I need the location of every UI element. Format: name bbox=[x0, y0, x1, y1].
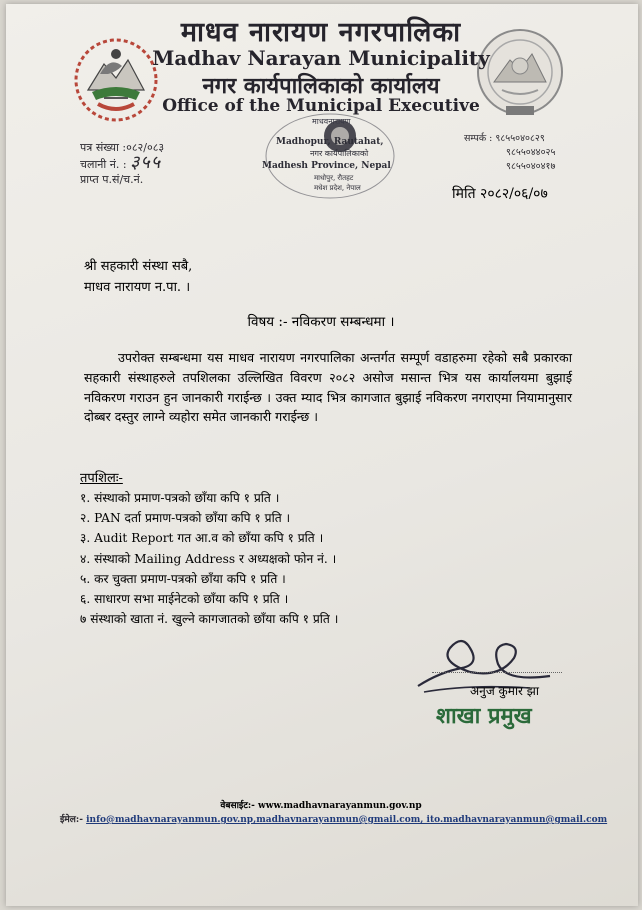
stamp-line-4: Madhesh Province, Nepal bbox=[262, 161, 391, 171]
requirements-list bbox=[80, 488, 338, 629]
list-item: ५. कर चुक्ता प्रमाण-पत्रको छाँया कपि १ प्रति । bbox=[80, 571, 286, 586]
dispatch-value: ३५५ bbox=[130, 152, 162, 173]
dispatch-label: चलानी नं. : bbox=[80, 158, 127, 171]
footer-website: वेबसाईट:- www.madhavnarayanmun.gov.np bbox=[220, 801, 422, 811]
recipient-block bbox=[84, 256, 192, 298]
stamp-line-2: Madhopur, Rautahat, bbox=[276, 137, 384, 147]
phone-number-3: ९८५५०४०४१७ bbox=[506, 161, 556, 172]
contact-label: सम्पर्क : bbox=[464, 133, 493, 144]
letter-number: पत्र संख्या :०८२/०८३ bbox=[80, 141, 165, 154]
list-item: २. PAN दर्ता प्रमाण-पत्रको छाँया कपि १ प्रति । bbox=[80, 511, 291, 526]
stamp-line-1: माधवनारायण bbox=[312, 117, 351, 126]
dispatch-number bbox=[80, 152, 164, 173]
signatory-name: अनुज कुमार झा bbox=[470, 684, 539, 698]
contact-line-2 bbox=[464, 146, 555, 160]
contact-line-3 bbox=[464, 160, 555, 174]
email-label: ईमेल:- bbox=[60, 815, 83, 825]
list-item: ४. संस्थाको Mailing Address र अध्यक्षको फोन नं. । bbox=[80, 551, 337, 566]
contact-block bbox=[464, 132, 555, 174]
signature-line bbox=[432, 672, 562, 673]
list-item: ३. Audit Report गत आ.व को छाँया कपि १ प्रति । bbox=[80, 531, 324, 546]
list-item: १. संस्थाको प्रमाण-पत्रको छाँया कपि १ प्रति । bbox=[80, 491, 280, 505]
email-links[interactable]: info@madhavnarayanmun.gov.np,madhavnarayanmun@gmail.com, ito.madhavnarayanmun@gmail.com bbox=[86, 815, 608, 825]
list-item: ७ संस्थाको खाता नं. खुल्ने कागजातको छाँया कपि १ प्रति । bbox=[80, 612, 339, 627]
details-heading: तपशिलः- bbox=[80, 471, 123, 486]
recipient-line-2: माधव नारायण न.पा. । bbox=[84, 280, 191, 295]
footer-emails bbox=[60, 812, 607, 825]
official-stamp bbox=[252, 108, 402, 206]
list-item: ६. साधारण सभा माईनेटको छाँया कपि १ प्रति । bbox=[80, 592, 289, 607]
contact-line-1 bbox=[464, 132, 555, 146]
stamp-line-5: माधोपुर, रौतहट bbox=[314, 174, 354, 182]
letter-body-text: उपरोक्त सम्बन्धमा यस माधव नारायण नगरपालिका अन्तर्गत सम्पूर्ण वडाहरुमा रहेको सबै प्रकारका सहकारी संस्थाहरुले तपशिलका उल्लिखित विवरण २०८२ असोज मसान्त भित्र यस कार्यालयमा बुझाई नविकरण गराउन हुन जानकारी गराईन्छ । उक्त म्याद भित्र कागजात बुझाई नविकरण नगराएमा नियामानुसार दोब्बर दस्तुर लाग्ने व्यहोरा समेत जानकारी गराईन्छ । bbox=[84, 350, 572, 425]
phone-number-2: ९८५५०४४०२५ bbox=[506, 147, 556, 158]
municipality-title-english: Madhav Narayan Municipality bbox=[152, 46, 490, 70]
office-title-english: Office of the Municipal Executive bbox=[162, 96, 480, 116]
stamp-line-3: नगर कार्यपालिकाको bbox=[310, 149, 369, 158]
reference-block bbox=[80, 140, 164, 187]
phone-number-1: ९८५५०४०८२९ bbox=[495, 133, 545, 144]
letter-subject: विषय :- नविकरण सम्बन्धमा । bbox=[247, 314, 395, 330]
stamp-line-6: मधेश प्रदेश, नेपाल bbox=[314, 184, 361, 192]
recipient-line-1: श्री सहकारी संस्था सबै, bbox=[84, 259, 193, 274]
received-number: प्राप्त प.सं/च.नं. bbox=[80, 173, 144, 186]
signatory-title: शाखा प्रमुख bbox=[436, 704, 532, 729]
office-title-nepali: नगर कार्यपालिकाको कार्यालय bbox=[202, 73, 440, 99]
letter-body bbox=[84, 348, 572, 427]
municipality-title-nepali: माधव नारायण नगरपालिका bbox=[180, 17, 462, 48]
letter-date: मिति २०८२/०६/०७ bbox=[452, 186, 548, 202]
